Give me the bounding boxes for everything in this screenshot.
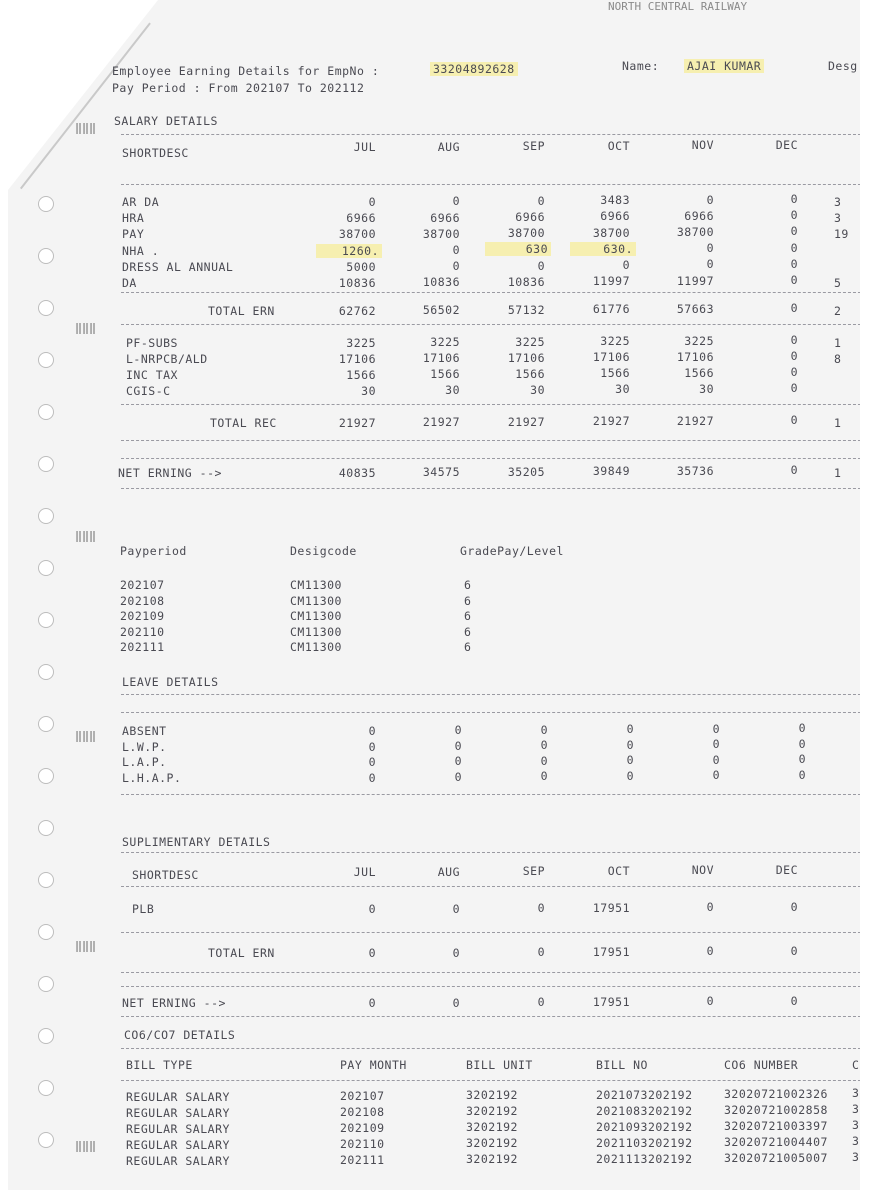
punch-hole	[38, 352, 54, 368]
earning-row-desc: NHA .	[122, 243, 160, 258]
co6-cell: 3202192	[466, 1136, 518, 1151]
desig-cell: CM11300	[290, 640, 342, 654]
punch-hole	[38, 924, 54, 940]
leave-row-value: 0	[626, 753, 634, 768]
deduction-row-value: 30	[530, 382, 545, 397]
co6-cell: 2021103202192	[596, 1135, 693, 1150]
earning-row-edge-value: 3	[834, 211, 842, 226]
supp-column-header-aug: AUG	[437, 864, 460, 879]
supp-total-earn-row-value: 0	[790, 943, 798, 958]
supp-column-header-sep: SEP	[522, 864, 545, 879]
deduction-row-desc: INC TAX	[126, 368, 178, 382]
punch-hole	[38, 1080, 54, 1096]
total-earn-row-value: 56502	[422, 303, 460, 318]
desig-cell: 6	[464, 609, 472, 623]
earning-row-value: 6966	[515, 210, 545, 224]
leave-row-value: 0	[454, 769, 462, 784]
earning-row-value: 0	[622, 258, 630, 272]
earning-row-desc: DA	[122, 276, 137, 290]
supp-row-value: 0	[537, 901, 545, 915]
deduction-row-edge-value: 1	[834, 336, 842, 350]
leave-row-desc: L.A.P.	[122, 755, 167, 769]
supp-net-erning-row-value: 0	[537, 995, 545, 1009]
leave-row-value: 0	[798, 736, 806, 751]
total-rec-row-value: 0	[790, 413, 798, 427]
supp-row-value: 0	[452, 901, 460, 916]
net-erning-row-value: 0	[790, 463, 798, 477]
leave-row-value: 0	[368, 739, 376, 754]
deduction-row-value: 3225	[515, 334, 545, 349]
deduction-row-value: 3225	[346, 336, 376, 350]
leave-row-value: 0	[626, 737, 634, 752]
earning-row-value: 0	[790, 224, 798, 239]
binder-mark: ǁǁǁ	[74, 728, 96, 746]
total-earn-row-value: 61776	[592, 302, 630, 317]
supp-net-erning-row-value: 0	[790, 993, 798, 1008]
co6-cell: 3202192	[466, 1088, 518, 1103]
deduction-row-value: 30	[445, 383, 460, 398]
deduction-row-value: 0	[790, 365, 798, 379]
leave-row-value: 0	[626, 768, 634, 783]
earning-row-edge-value: 19	[834, 227, 849, 242]
co6-cell: 3	[852, 1118, 860, 1132]
deduction-row-value: 1566	[600, 366, 630, 381]
punch-hole	[38, 560, 54, 576]
co6-column-header: BILL TYPE	[126, 1058, 193, 1072]
deduction-row-value: 1566	[430, 367, 460, 382]
deduction-row-value: 30	[615, 382, 630, 397]
co6-cell: 2021073202192	[596, 1087, 693, 1102]
binder-mark: ǁǁǁ	[74, 1138, 96, 1156]
document-page	[8, 0, 860, 1190]
total-rec-row-value: 21927	[338, 416, 376, 430]
co6-cell: 3202192	[466, 1104, 518, 1119]
pay-period: Pay Period : From 202107 To 202112	[112, 81, 365, 95]
earning-row-edge-value: 5	[834, 276, 842, 290]
binder-mark: ǁǁǁ	[74, 528, 96, 546]
divider	[121, 932, 860, 933]
co6-column-header: C	[852, 1058, 860, 1072]
divider	[121, 986, 860, 987]
deduction-row-value: 0	[790, 349, 798, 363]
co6-cell: 3202192	[466, 1152, 518, 1167]
earning-row-value: 0	[790, 192, 798, 206]
earning-row-value: 38700	[676, 225, 714, 239]
column-header-nov: NOV	[691, 138, 714, 153]
divider	[121, 972, 860, 973]
deduction-row-desc: CGIS-C	[126, 384, 171, 398]
deduction-row-value: 0	[790, 333, 798, 347]
earning-row-value: 6966	[346, 211, 376, 226]
leave-row-value: 0	[454, 754, 462, 769]
earning-row-value: 6966	[600, 209, 630, 224]
earning-row-desc: HRA	[122, 211, 145, 226]
supp-column-header-oct: OCT	[607, 863, 630, 878]
total-rec-row-desc: TOTAL REC	[210, 416, 277, 430]
net-erning-row-desc: NET ERNING -->	[118, 466, 222, 480]
salary-section-title: SALARY DETAILS	[114, 114, 218, 128]
desig-cell: CM11300	[290, 593, 342, 608]
desig-cell: 202107	[120, 578, 165, 592]
co6-cell: 32020721002326	[724, 1086, 828, 1101]
deduction-row-value: 3225	[684, 333, 714, 348]
column-header-dec: DEC	[775, 138, 798, 152]
net-erning-row-value: 34575	[422, 465, 460, 480]
earning-row-value: 0	[790, 240, 798, 255]
desig-cell: 202110	[120, 624, 165, 639]
deduction-row-value: 30	[361, 384, 376, 398]
leave-row-value: 0	[454, 723, 462, 738]
desig-cell: 6	[464, 593, 472, 608]
column-header-aug: AUG	[437, 139, 460, 154]
earning-row-value: 0	[790, 256, 798, 271]
desig-cell: CM11300	[290, 578, 342, 592]
leave-row-value: 0	[540, 738, 548, 753]
co6-section-title: CO6/CO7 DETAILS	[124, 1028, 236, 1042]
earning-row-value: 38700	[338, 227, 376, 242]
supp-total-earn-row-value: 0	[706, 944, 714, 958]
supplementary-section-title: SUPLIMENTARY DETAILS	[122, 835, 271, 849]
punch-hole	[38, 1028, 54, 1044]
earning-row-value: 0	[537, 193, 545, 208]
leave-row-value: 0	[798, 752, 806, 766]
supp-column-header-jul: JUL	[353, 865, 376, 879]
co6-cell: 3	[852, 1086, 860, 1100]
leave-row-value: 0	[368, 770, 376, 785]
net-erning-row-value: 40835	[338, 466, 376, 480]
leave-row-value: 0	[368, 755, 376, 769]
co6-cell: REGULAR SALARY	[126, 1090, 230, 1104]
leave-row-value: 0	[540, 753, 548, 768]
divider	[121, 712, 860, 713]
supp-column-header-dec: DEC	[775, 863, 798, 877]
deduction-row-value: 3225	[430, 335, 460, 350]
leave-row-value: 0	[798, 767, 806, 782]
total-rec-row-value: 21927	[507, 414, 545, 429]
supp-net-erning-row-value: 0	[368, 996, 376, 1010]
leave-row-desc: L.H.A.P.	[122, 770, 182, 785]
co6-cell: 32020721005007	[724, 1150, 828, 1165]
supp-net-erning-row-desc: NET ERNING -->	[122, 996, 226, 1010]
divider	[121, 852, 860, 853]
supp-net-erning-row-value: 17951	[592, 994, 630, 1009]
leave-section-title: LEAVE DETAILS	[122, 675, 219, 689]
punch-hole	[38, 612, 54, 628]
co6-cell: 202107	[340, 1089, 385, 1104]
punch-hole	[38, 404, 54, 420]
divider	[121, 458, 860, 459]
supp-net-erning-row-value: 0	[706, 994, 714, 1008]
divider	[121, 134, 860, 135]
desig-cell: 202111	[120, 640, 165, 654]
earning-row-value: 11997	[676, 273, 714, 288]
earning-row-value: 10836	[507, 274, 545, 289]
leave-row-value: 0	[798, 721, 806, 735]
co6-cell: 32020721004407	[724, 1134, 828, 1149]
leave-row-desc: ABSENT	[122, 724, 167, 738]
supp-net-erning-row-value: 0	[452, 995, 460, 1010]
leave-row-value: 0	[712, 768, 720, 783]
supp-total-earn-row-value: 17951	[592, 944, 630, 959]
co6-cell: 2021093202192	[596, 1119, 693, 1134]
net-erning-row-value: 35205	[507, 464, 545, 479]
supp-row-value: 0	[368, 902, 376, 916]
co6-column-header: CO6 NUMBER	[724, 1058, 799, 1072]
total-earn-row-desc: TOTAL ERN	[208, 304, 275, 318]
earning-row-value: 5000	[346, 259, 376, 274]
supp-total-earn-row-value: 0	[368, 946, 376, 960]
punch-hole	[38, 872, 54, 888]
desig-cell: CM11300	[290, 609, 342, 623]
earning-row-value: 0	[706, 257, 714, 272]
divider	[121, 440, 860, 441]
leave-row-value: 0	[712, 737, 720, 752]
supp-total-earn-row-desc: TOTAL ERN	[208, 946, 275, 960]
punch-hole	[38, 820, 54, 836]
earning-row-value: 0	[537, 258, 545, 273]
title-prefix: Employee Earning Details for EmpNo :	[112, 64, 380, 78]
leave-row-value: 0	[712, 752, 720, 767]
earning-row-value: 0	[452, 243, 460, 257]
deduction-row-value: 17106	[507, 350, 545, 365]
column-header-sep: SEP	[522, 139, 545, 154]
net-erning-row-value: 35736	[676, 463, 714, 478]
total-rec-row-edge-value: 1	[834, 416, 842, 430]
folded-corner	[8, 0, 158, 190]
punch-hole	[38, 248, 54, 264]
co6-cell: 3	[852, 1134, 860, 1148]
co6-cell: 32020721002858	[724, 1102, 828, 1117]
binder-mark: ǁǁǁ	[74, 120, 96, 138]
desig-column-header: Desigcode	[290, 544, 357, 558]
total-rec-row-value: 21927	[676, 413, 714, 428]
earning-row-value: 38700	[507, 226, 545, 241]
punch-hole	[38, 508, 54, 524]
co6-column-header: BILL NO	[596, 1058, 648, 1072]
leave-row-desc: L.W.P.	[122, 739, 167, 754]
deduction-row-desc: L-NRPCB/ALD	[126, 352, 208, 366]
deduction-row-value: 1566	[684, 365, 714, 380]
desig-cell: 6	[464, 578, 472, 592]
divider	[121, 1048, 860, 1049]
total-earn-row-value: 0	[790, 301, 798, 315]
earning-row-value: 11997	[592, 274, 630, 289]
emp-no: 33204892628	[430, 62, 518, 76]
column-header-jul: JUL	[353, 140, 376, 154]
supp-row-desc: PLB	[132, 902, 155, 916]
deduction-row-desc: PF-SUBS	[126, 336, 178, 350]
earning-row-value: 0	[706, 241, 714, 256]
earning-row-value: 38700	[422, 226, 460, 241]
total-earn-row-value: 57663	[676, 301, 714, 316]
name-label: Name:	[622, 59, 660, 73]
earning-row-value: 0	[452, 259, 460, 274]
earning-row-value: 0	[706, 192, 714, 207]
deduction-row-value: 17106	[676, 349, 714, 364]
supp-row-value: 0	[790, 899, 798, 914]
deduction-row-value: 17106	[592, 350, 630, 365]
binder-mark: ǁǁǁ	[74, 320, 96, 338]
deduction-row-value: 1566	[515, 366, 545, 381]
divider	[121, 488, 860, 489]
deduction-row-value: 17106	[338, 352, 376, 366]
co6-column-header: BILL UNIT	[466, 1058, 533, 1072]
earning-row-value: 1260.	[316, 244, 382, 258]
net-erning-row-edge-value: 1	[834, 466, 842, 480]
desig-cell: 202108	[120, 593, 165, 608]
divider	[121, 184, 860, 185]
co6-cell: 2021083202192	[596, 1103, 693, 1118]
deduction-row-edge-value: 8	[834, 352, 842, 366]
desig-cell: 6	[464, 640, 472, 654]
co6-cell: 202108	[340, 1105, 385, 1120]
earning-row-value: 0	[452, 194, 460, 209]
total-earn-row-edge-value: 2	[834, 304, 842, 318]
earning-row-value: 10836	[338, 276, 376, 290]
desig-column-header: Payperiod	[120, 544, 187, 558]
punch-hole	[38, 768, 54, 784]
earning-row-value: 0	[790, 208, 798, 223]
leave-row-value: 0	[540, 722, 548, 737]
co6-cell: 2021113202192	[596, 1151, 693, 1166]
punch-hole	[38, 976, 54, 992]
punch-hole	[38, 196, 54, 212]
total-rec-row-value: 21927	[592, 414, 630, 429]
co6-cell: REGULAR SALARY	[126, 1122, 230, 1136]
co6-cell: REGULAR SALARY	[126, 1138, 230, 1152]
deduction-row-value: 30	[699, 381, 714, 396]
supp-row-value: 0	[706, 900, 714, 914]
earning-row-value: 10836	[422, 275, 460, 290]
divider	[121, 794, 860, 795]
divider	[121, 324, 860, 325]
co6-cell: 3202192	[466, 1120, 518, 1135]
divider	[121, 404, 860, 405]
divider	[121, 1016, 860, 1017]
co6-cell: REGULAR SALARY	[126, 1106, 230, 1120]
punch-hole	[38, 1132, 54, 1148]
co6-column-header: PAY MONTH	[340, 1058, 407, 1072]
earning-row-value: 0	[790, 273, 798, 287]
deduction-row-value: 1566	[346, 368, 376, 382]
punch-hole	[38, 664, 54, 680]
binder-mark: ǁǁǁ	[74, 938, 96, 956]
leave-row-value: 0	[454, 738, 462, 753]
desig-cell: CM11300	[290, 624, 342, 639]
total-earn-row-value: 62762	[338, 304, 376, 318]
earning-row-desc: AR DA	[122, 195, 160, 209]
leave-row-value: 0	[712, 721, 720, 736]
desig-cell: 6	[464, 624, 472, 639]
deduction-row-value: 3225	[600, 334, 630, 349]
divider	[121, 1080, 860, 1081]
earning-row-value: 630	[485, 242, 551, 256]
column-header-oct: OCT	[607, 138, 630, 153]
co6-cell: 202110	[340, 1137, 385, 1152]
co6-cell: 32020721003397	[724, 1118, 828, 1133]
supp-column-header-nov: NOV	[691, 863, 714, 878]
earning-row-value: 3483	[600, 193, 630, 208]
earning-row-value: 38700	[592, 225, 630, 240]
supp-row-value: 17951	[592, 900, 630, 915]
deduction-row-value: 17106	[422, 351, 460, 366]
net-erning-row-value: 39849	[592, 464, 630, 479]
deduction-row-value: 0	[790, 381, 798, 395]
earning-row-edge-value: 3	[834, 195, 842, 209]
org-header: NORTH CENTRAL RAILWAY	[608, 0, 748, 13]
employee-name: AJAI KUMAR	[684, 59, 764, 73]
earning-row-value: 630.	[570, 242, 636, 256]
co6-cell: REGULAR SALARY	[126, 1154, 230, 1168]
supp-total-earn-row-value: 0	[537, 945, 545, 959]
total-rec-row-value: 21927	[422, 415, 460, 430]
divider	[121, 886, 860, 887]
co6-cell: 202109	[340, 1121, 385, 1136]
leave-row-value: 0	[368, 724, 376, 738]
total-earn-row-value: 57132	[507, 302, 545, 317]
divider	[121, 292, 860, 293]
co6-cell: 3	[852, 1150, 860, 1164]
leave-row-value: 0	[540, 769, 548, 784]
earning-row-value: 0	[368, 195, 376, 209]
divider	[121, 694, 860, 695]
punch-hole	[38, 716, 54, 732]
co6-cell: 3	[852, 1102, 860, 1116]
earning-row-value: 6966	[684, 208, 714, 223]
co6-cell: 202111	[340, 1153, 385, 1168]
punch-hole	[38, 300, 54, 316]
leave-row-value: 0	[626, 722, 634, 737]
earning-row-value: 6966	[430, 210, 460, 225]
desig-column-header: GradePay/Level	[460, 544, 564, 558]
supp-column-header-shortdesc: SHORTDESC	[132, 868, 199, 882]
supp-total-earn-row-value: 0	[452, 945, 460, 960]
desig-cell: 202109	[120, 609, 165, 623]
punch-hole	[38, 456, 54, 472]
column-header-shortdesc: SHORTDESC	[122, 146, 189, 160]
desg-label: Desg	[828, 59, 858, 73]
earning-row-desc: DRESS AL ANNUAL	[122, 259, 234, 274]
earning-row-desc: PAY	[122, 227, 145, 242]
